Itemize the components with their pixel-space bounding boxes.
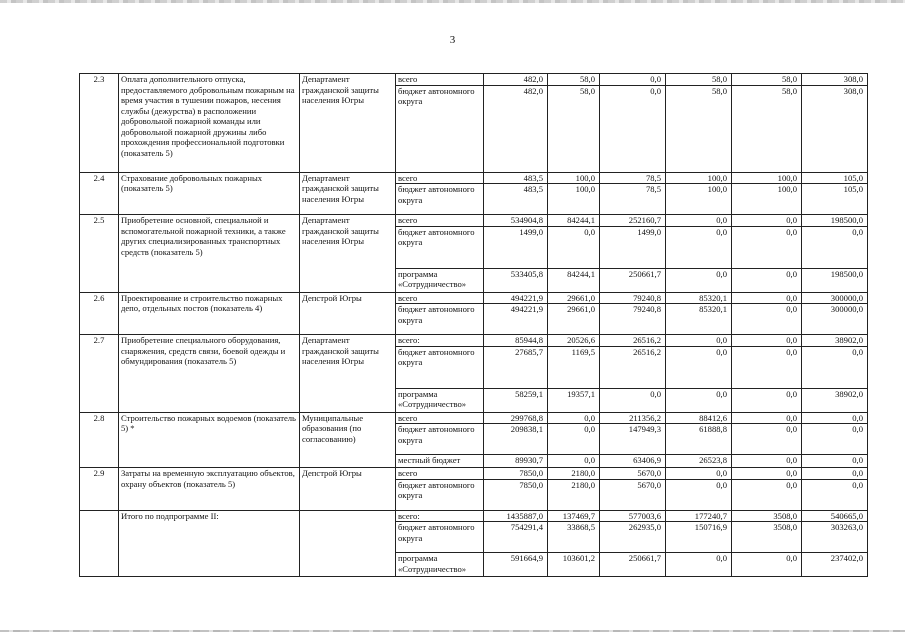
amount-cell: 534904,8	[484, 215, 548, 227]
item-name: Проектирование и строительство пожарных депо, отдельных постов (показатель 4)	[119, 292, 300, 335]
amount-cell: 3508,0	[732, 510, 802, 522]
amount-cell: 0,0	[732, 335, 802, 347]
amount-cell: 5670,0	[600, 468, 666, 480]
funding-source: бюджет автономного округа	[396, 304, 484, 335]
amount-cell: 150716,9	[666, 522, 732, 553]
amount-cell: 0,0	[666, 335, 732, 347]
funding-source: бюджет автономного округа	[396, 184, 484, 215]
amount-cell: 0,0	[732, 268, 802, 292]
funding-source: бюджет автономного округа	[396, 226, 484, 268]
amount-cell: 533405,8	[484, 268, 548, 292]
amount-cell: 26523,8	[666, 455, 732, 468]
item-name: Приобретение специального оборудования, снаряжения, средств связи, боевой одежды и обмундирования (показатель 5)	[119, 335, 300, 413]
amount-cell: 58,0	[548, 74, 600, 86]
executor: Департамент гражданской защиты населения Югры	[300, 215, 396, 293]
amount-cell: 85320,1	[666, 304, 732, 335]
executor	[300, 510, 396, 577]
amount-cell: 591664,9	[484, 553, 548, 577]
amount-cell: 482,0	[484, 74, 548, 86]
page-number: 3	[449, 34, 456, 46]
amount-cell: 0,0	[732, 292, 802, 304]
amount-cell: 38902,0	[802, 388, 868, 412]
amount-cell: 209838,1	[484, 424, 548, 455]
table-row	[80, 510, 868, 522]
amount-cell: 0,0	[802, 346, 868, 388]
item-number: 2.7	[80, 335, 119, 413]
amount-cell: 100,0	[732, 172, 802, 184]
funding-source: всего	[396, 74, 484, 86]
amount-cell: 0,0	[548, 226, 600, 268]
funding-source: бюджет автономного округа	[396, 85, 484, 172]
executor: Муниципальные образования (по согласованию)	[300, 412, 396, 468]
amount-cell: 0,0	[666, 346, 732, 388]
funding-source: всего	[396, 412, 484, 424]
amount-cell: 303263,0	[802, 522, 868, 553]
amount-cell: 33868,5	[548, 522, 600, 553]
funding-source: местный бюджет	[396, 455, 484, 468]
funding-source: бюджет автономного округа	[396, 424, 484, 455]
item-number: 2.9	[80, 468, 119, 511]
amount-cell: 0,0	[548, 424, 600, 455]
amount-cell: 19357,1	[548, 388, 600, 412]
table-row	[80, 292, 868, 304]
item-number: 2.5	[80, 215, 119, 293]
amount-cell: 308,0	[802, 85, 868, 172]
amount-cell: 252160,7	[600, 215, 666, 227]
amount-cell: 100,0	[666, 172, 732, 184]
item-name: Страхование добровольных пожарных (показатель 5)	[119, 172, 300, 215]
funding-source: всего	[396, 215, 484, 227]
table-row	[80, 335, 868, 347]
funding-source: программа «Сотрудничество»	[396, 553, 484, 577]
amount-cell: 0,0	[600, 388, 666, 412]
funding-source: бюджет автономного округа	[396, 346, 484, 388]
amount-cell: 0,0	[802, 412, 868, 424]
item-number: 2.4	[80, 172, 119, 215]
executor: Депстрой Югры	[300, 292, 396, 335]
amount-cell: 0,0	[732, 455, 802, 468]
amount-cell: 0,0	[732, 304, 802, 335]
item-name: Итого по подпрограмме II:	[119, 510, 300, 577]
amount-cell: 300000,0	[802, 292, 868, 304]
table-row	[80, 74, 868, 86]
amount-cell: 494221,9	[484, 292, 548, 304]
amount-cell: 0,0	[666, 388, 732, 412]
amount-cell: 58,0	[548, 85, 600, 172]
amount-cell: 100,0	[548, 184, 600, 215]
executor: Департамент гражданской защиты населения Югры	[300, 335, 396, 413]
amount-cell: 0,0	[802, 424, 868, 455]
amount-cell: 0,0	[732, 479, 802, 510]
executor: Департамент гражданской защиты населения Югры	[300, 172, 396, 215]
budget-table	[79, 73, 868, 577]
funding-source: бюджет автономного округа	[396, 479, 484, 510]
amount-cell: 58259,1	[484, 388, 548, 412]
funding-source: всего	[396, 292, 484, 304]
funding-source: всего:	[396, 335, 484, 347]
amount-cell: 494221,9	[484, 304, 548, 335]
item-name: Оплата дополнительного отпуска, предоставляемого добровольным пожарным на время участия в тушении пожаров, несения службы (дежурства) в расположении добровольной пожарной команды или добровольной пожарной дружины либо прохождения профессиональной подготовки (показатель 5)	[119, 74, 300, 173]
amount-cell: 38902,0	[802, 335, 868, 347]
funding-source: всего:	[396, 510, 484, 522]
amount-cell: 308,0	[802, 74, 868, 86]
amount-cell: 0,0	[600, 74, 666, 86]
amount-cell: 58,0	[732, 85, 802, 172]
amount-cell: 3508,0	[732, 522, 802, 553]
amount-cell: 299768,8	[484, 412, 548, 424]
executor: Департамент гражданской защиты населения Югры	[300, 74, 396, 173]
amount-cell: 482,0	[484, 85, 548, 172]
item-name: Строительство пожарных водоемов (показатель 5) *	[119, 412, 300, 468]
amount-cell: 540665,0	[802, 510, 868, 522]
amount-cell: 0,0	[802, 226, 868, 268]
item-number: 2.6	[80, 292, 119, 335]
amount-cell: 300000,0	[802, 304, 868, 335]
amount-cell: 0,0	[732, 346, 802, 388]
amount-cell: 0,0	[666, 479, 732, 510]
amount-cell: 0,0	[732, 468, 802, 480]
amount-cell: 0,0	[732, 388, 802, 412]
item-number	[80, 510, 119, 577]
amount-cell: 2180,0	[548, 468, 600, 480]
amount-cell: 262935,0	[600, 522, 666, 553]
amount-cell: 0,0	[732, 424, 802, 455]
item-name: Затраты на временную эксплуатацию объектов, охрану объектов (показатель 5)	[119, 468, 300, 511]
amount-cell: 100,0	[666, 184, 732, 215]
scan-edge-bottom	[0, 630, 905, 632]
item-number: 2.8	[80, 412, 119, 468]
amount-cell: 1435887,0	[484, 510, 548, 522]
amount-cell: 1169,5	[548, 346, 600, 388]
amount-cell: 84244,1	[548, 215, 600, 227]
amount-cell: 105,0	[802, 184, 868, 215]
amount-cell: 147949,3	[600, 424, 666, 455]
amount-cell: 250661,7	[600, 268, 666, 292]
funding-source: бюджет автономного округа	[396, 522, 484, 553]
amount-cell: 0,0	[802, 468, 868, 480]
amount-cell: 58,0	[732, 74, 802, 86]
amount-cell: 0,0	[666, 553, 732, 577]
amount-cell: 29661,0	[548, 292, 600, 304]
amount-cell: 0,0	[732, 553, 802, 577]
amount-cell: 7850,0	[484, 479, 548, 510]
funding-source: программа «Сотрудничество»	[396, 268, 484, 292]
amount-cell: 0,0	[802, 479, 868, 510]
table-row	[80, 172, 868, 184]
amount-cell: 0,0	[732, 412, 802, 424]
amount-cell: 88412,6	[666, 412, 732, 424]
amount-cell: 0,0	[732, 226, 802, 268]
amount-cell: 211356,2	[600, 412, 666, 424]
amount-cell: 79240,8	[600, 304, 666, 335]
amount-cell: 237402,0	[802, 553, 868, 577]
amount-cell: 29661,0	[548, 304, 600, 335]
amount-cell: 61888,8	[666, 424, 732, 455]
scan-edge-top	[0, 0, 905, 3]
amount-cell: 100,0	[732, 184, 802, 215]
amount-cell: 754291,4	[484, 522, 548, 553]
executor: Депстрой Югры	[300, 468, 396, 511]
amount-cell: 26516,2	[600, 346, 666, 388]
amount-cell: 0,0	[666, 215, 732, 227]
amount-cell: 0,0	[732, 215, 802, 227]
funding-source: программа «Сотрудничество»	[396, 388, 484, 412]
table-row	[80, 412, 868, 424]
amount-cell: 198500,0	[802, 215, 868, 227]
amount-cell: 78,5	[600, 184, 666, 215]
amount-cell: 177240,7	[666, 510, 732, 522]
amount-cell: 1499,0	[600, 226, 666, 268]
amount-cell: 250661,7	[600, 553, 666, 577]
table-row	[80, 215, 868, 227]
amount-cell: 0,0	[802, 455, 868, 468]
amount-cell: 0,0	[600, 85, 666, 172]
amount-cell: 0,0	[666, 468, 732, 480]
amount-cell: 0,0	[666, 226, 732, 268]
amount-cell: 1499,0	[484, 226, 548, 268]
amount-cell: 577003,6	[600, 510, 666, 522]
amount-cell: 63406,9	[600, 455, 666, 468]
funding-source: всего	[396, 172, 484, 184]
amount-cell: 483,5	[484, 172, 548, 184]
amount-cell: 26516,2	[600, 335, 666, 347]
amount-cell: 7850,0	[484, 468, 548, 480]
amount-cell: 105,0	[802, 172, 868, 184]
amount-cell: 198500,0	[802, 268, 868, 292]
amount-cell: 84244,1	[548, 268, 600, 292]
amount-cell: 483,5	[484, 184, 548, 215]
amount-cell: 85320,1	[666, 292, 732, 304]
amount-cell: 0,0	[548, 412, 600, 424]
table-row	[80, 468, 868, 480]
amount-cell: 89930,7	[484, 455, 548, 468]
amount-cell: 58,0	[666, 74, 732, 86]
amount-cell: 20526,6	[548, 335, 600, 347]
amount-cell: 58,0	[666, 85, 732, 172]
item-number: 2.3	[80, 74, 119, 173]
amount-cell: 79240,8	[600, 292, 666, 304]
amount-cell: 0,0	[548, 455, 600, 468]
amount-cell: 0,0	[666, 268, 732, 292]
amount-cell: 100,0	[548, 172, 600, 184]
funding-source: всего	[396, 468, 484, 480]
amount-cell: 85944,8	[484, 335, 548, 347]
amount-cell: 27685,7	[484, 346, 548, 388]
amount-cell: 5670,0	[600, 479, 666, 510]
item-name: Приобретение основной, специальной и вспомогательной пожарной техники, а также других специализированных транспортных средств (показатель 5)	[119, 215, 300, 293]
amount-cell: 137469,7	[548, 510, 600, 522]
amount-cell: 2180,0	[548, 479, 600, 510]
amount-cell: 103601,2	[548, 553, 600, 577]
amount-cell: 78,5	[600, 172, 666, 184]
